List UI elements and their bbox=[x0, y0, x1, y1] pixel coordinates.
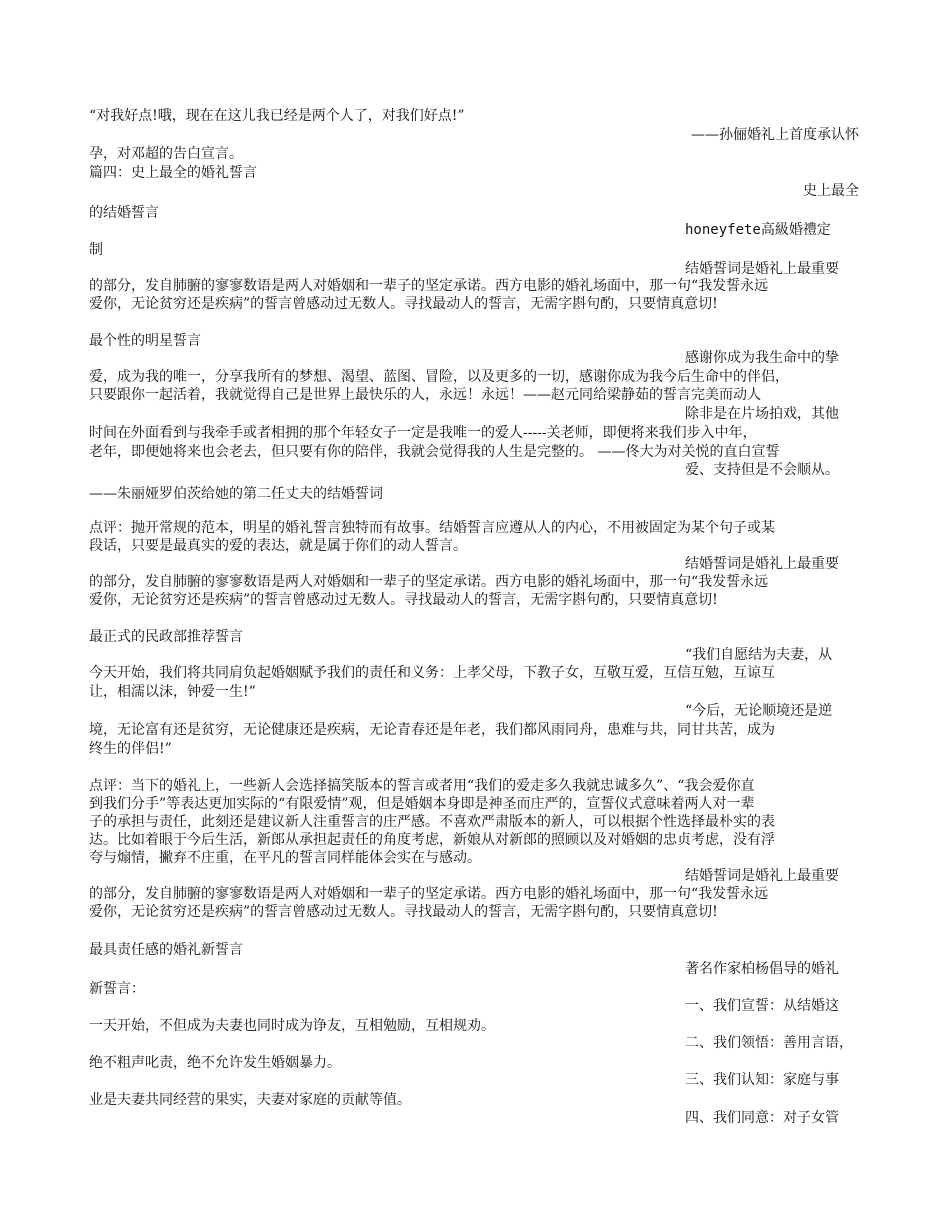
text-line: 制 bbox=[89, 242, 103, 258]
text-line: 孕，对邓超的告白宣言。 bbox=[89, 146, 243, 162]
text-line: 著名作家柏杨倡导的婚礼 bbox=[685, 961, 839, 977]
text-line: 夸与煽情，撇弃不庄重，在平凡的誓言同样能体会实在与感动。 bbox=[89, 850, 481, 866]
text-line: 结婚誓词是婚礼上最重要 bbox=[685, 868, 839, 884]
text-line: 点评：当下的婚礼上，一些新人会选择搞笑版本的誓言或者用“我们的爱走多久我就忠诚多久”、“我会爱你直 bbox=[89, 778, 755, 794]
text-line: ——朱丽娅罗伯茨给她的第二任丈夫的结婚誓词 bbox=[89, 486, 383, 502]
text-line: “今后，无论顺境还是逆 bbox=[685, 703, 833, 719]
text-line: ——孙俪婚礼上首度承认怀 bbox=[691, 127, 859, 143]
text-line: 绝不粗声叱责，绝不允许发生婚姻暴力。 bbox=[89, 1055, 341, 1071]
text-line: 三、我们认知：家庭与事 bbox=[685, 1072, 839, 1088]
text-line: 结婚誓词是婚礼上最重要 bbox=[685, 261, 839, 277]
text-line: 感谢你成为我生命中的挚 bbox=[685, 350, 839, 366]
text-line: 业是夫妻共同经营的果实，夫妻对家庭的贡献等值。 bbox=[89, 1092, 411, 1108]
text-line: 子的承担与责任，此刻还是建议新人注重誓言的庄严感。不喜欢严肃版本的新人，可以根据个性选择最朴实的表 bbox=[89, 814, 775, 830]
text-line: “我们自愿结为夫妻，从 bbox=[685, 647, 833, 663]
text-line: 段话，只要是最真实的爱的表达，就是属于你们的动人誓言。 bbox=[89, 538, 467, 554]
text-line: 二、我们领悟：善用言语， bbox=[685, 1035, 853, 1051]
text-line: 爱，成为我的唯一，分享我所有的梦想、渴望、蓝图、冒险，以及更多的一切，感谢你成为我今后生命中的伴侣， bbox=[89, 369, 789, 385]
text-line: 的结婚誓言 bbox=[89, 205, 159, 221]
text-line: 除非是在片场拍戏，其他 bbox=[685, 406, 839, 422]
text-line: 爱、支持但是不会顺从。 bbox=[685, 462, 839, 478]
text-line: 达。比如着眼于今后生活，新郎从承担起责任的角度考虑，新娘从对新郎的照顾以及对婚姻的忠贞考虑，没有浮 bbox=[89, 832, 775, 848]
text-line: 时间在外面看到与我牵手或者相拥的那个年轻女子一定是我唯一的爱人-----关老师，即便将来我们步入中年， bbox=[89, 425, 757, 441]
text-line: 新誓言： bbox=[89, 981, 145, 997]
text-line: 境，无论富有还是贫穷，无论健康还是疾病，无论青春还是年老，我们都风雨同舟，患难与共，同甘共苦，成为 bbox=[89, 722, 775, 738]
brand-name: honeyfete bbox=[685, 222, 761, 238]
section-heading: 篇四：史上最全的婚礼誓言 bbox=[89, 165, 257, 181]
section-heading: 最正式的民政部推荐誓言 bbox=[89, 629, 243, 645]
text-line: 点评：抛开常规的范本，明星的婚礼誓言独特而有故事。结婚誓言应遵从人的内心，不用被固定为某个句子或某 bbox=[89, 520, 775, 536]
text-line: 到我们分手”等表达更加实际的“有限爱情”观，但是婚姻本身即是神圣而庄严的，宣誓仪式意味着两人对一辈 bbox=[89, 796, 755, 812]
section-heading: 最个性的明星誓言 bbox=[89, 333, 201, 349]
brand-suffix: 高級婚禮定 bbox=[760, 222, 831, 238]
text-line: 让，相濡以沫，钟爱一生!” bbox=[89, 684, 256, 700]
text-line: 今天开始，我们将共同肩负起婚姻赋予我们的责任和义务：上孝父母，下教子女，互敬互爱，互信互勉，互谅互 bbox=[89, 665, 775, 681]
text-line: 一天开始，不但成为夫妻也同时成为诤友，互相勉励，互相规劝。 bbox=[89, 1018, 495, 1034]
text-line: 四、我们同意：对子女管 bbox=[685, 1110, 839, 1126]
text-line: 爱你，无论贫穷还是疾病”的誓言曾感动过无数人。寻找最动人的誓言，无需字斟句酌，只要情真意切! bbox=[89, 296, 718, 312]
text-line: 终生的伴侣!” bbox=[89, 741, 172, 757]
text-line: 的部分，发自肺腑的寥寥数语是两人对婚姻和一辈子的坚定承诺。西方电影的婚礼场面中，那一句“我发誓永远 bbox=[89, 278, 769, 294]
section-heading: 最具责任感的婚礼新誓言 bbox=[89, 942, 243, 958]
text-line: 爱你，无论贫穷还是疾病”的誓言曾感动过无数人。寻找最动人的誓言，无需字斟句酌，只要情真意切! bbox=[89, 904, 718, 920]
text-line: 一、我们宣誓：从结婚这 bbox=[685, 998, 839, 1014]
text-line: 史上最全 bbox=[803, 183, 859, 199]
text-line: 爱你，无论贫穷还是疾病”的誓言曾感动过无数人。寻找最动人的誓言，无需字斟句酌，只要情真意切! bbox=[89, 592, 718, 608]
text-line: 老年，即便她将来也会老去，但只要有你的陪伴，我就会觉得我的人生是完整的。 ——佟大为对关悦的直白宣誓 bbox=[89, 444, 780, 460]
text-line: 的部分，发自肺腑的寥寥数语是两人对婚姻和一辈子的坚定承诺。西方电影的婚礼场面中，那一句“我发誓永远 bbox=[89, 574, 769, 590]
text-line: 只要跟你一起活着，我就觉得自己是世界上最快乐的人，永远！永远！——赵元同给梁静茹的誓言完美而动人 bbox=[89, 387, 761, 403]
brand-line bbox=[685, 221, 865, 240]
text-line: 的部分，发自肺腑的寥寥数语是两人对婚姻和一辈子的坚定承诺。西方电影的婚礼场面中，那一句“我发誓永远 bbox=[89, 886, 769, 902]
text-line: “对我好点!哦，现在在这儿我已经是两个人了，对我们好点!” bbox=[89, 108, 465, 124]
text-line: 结婚誓词是婚礼上最重要 bbox=[685, 556, 839, 572]
